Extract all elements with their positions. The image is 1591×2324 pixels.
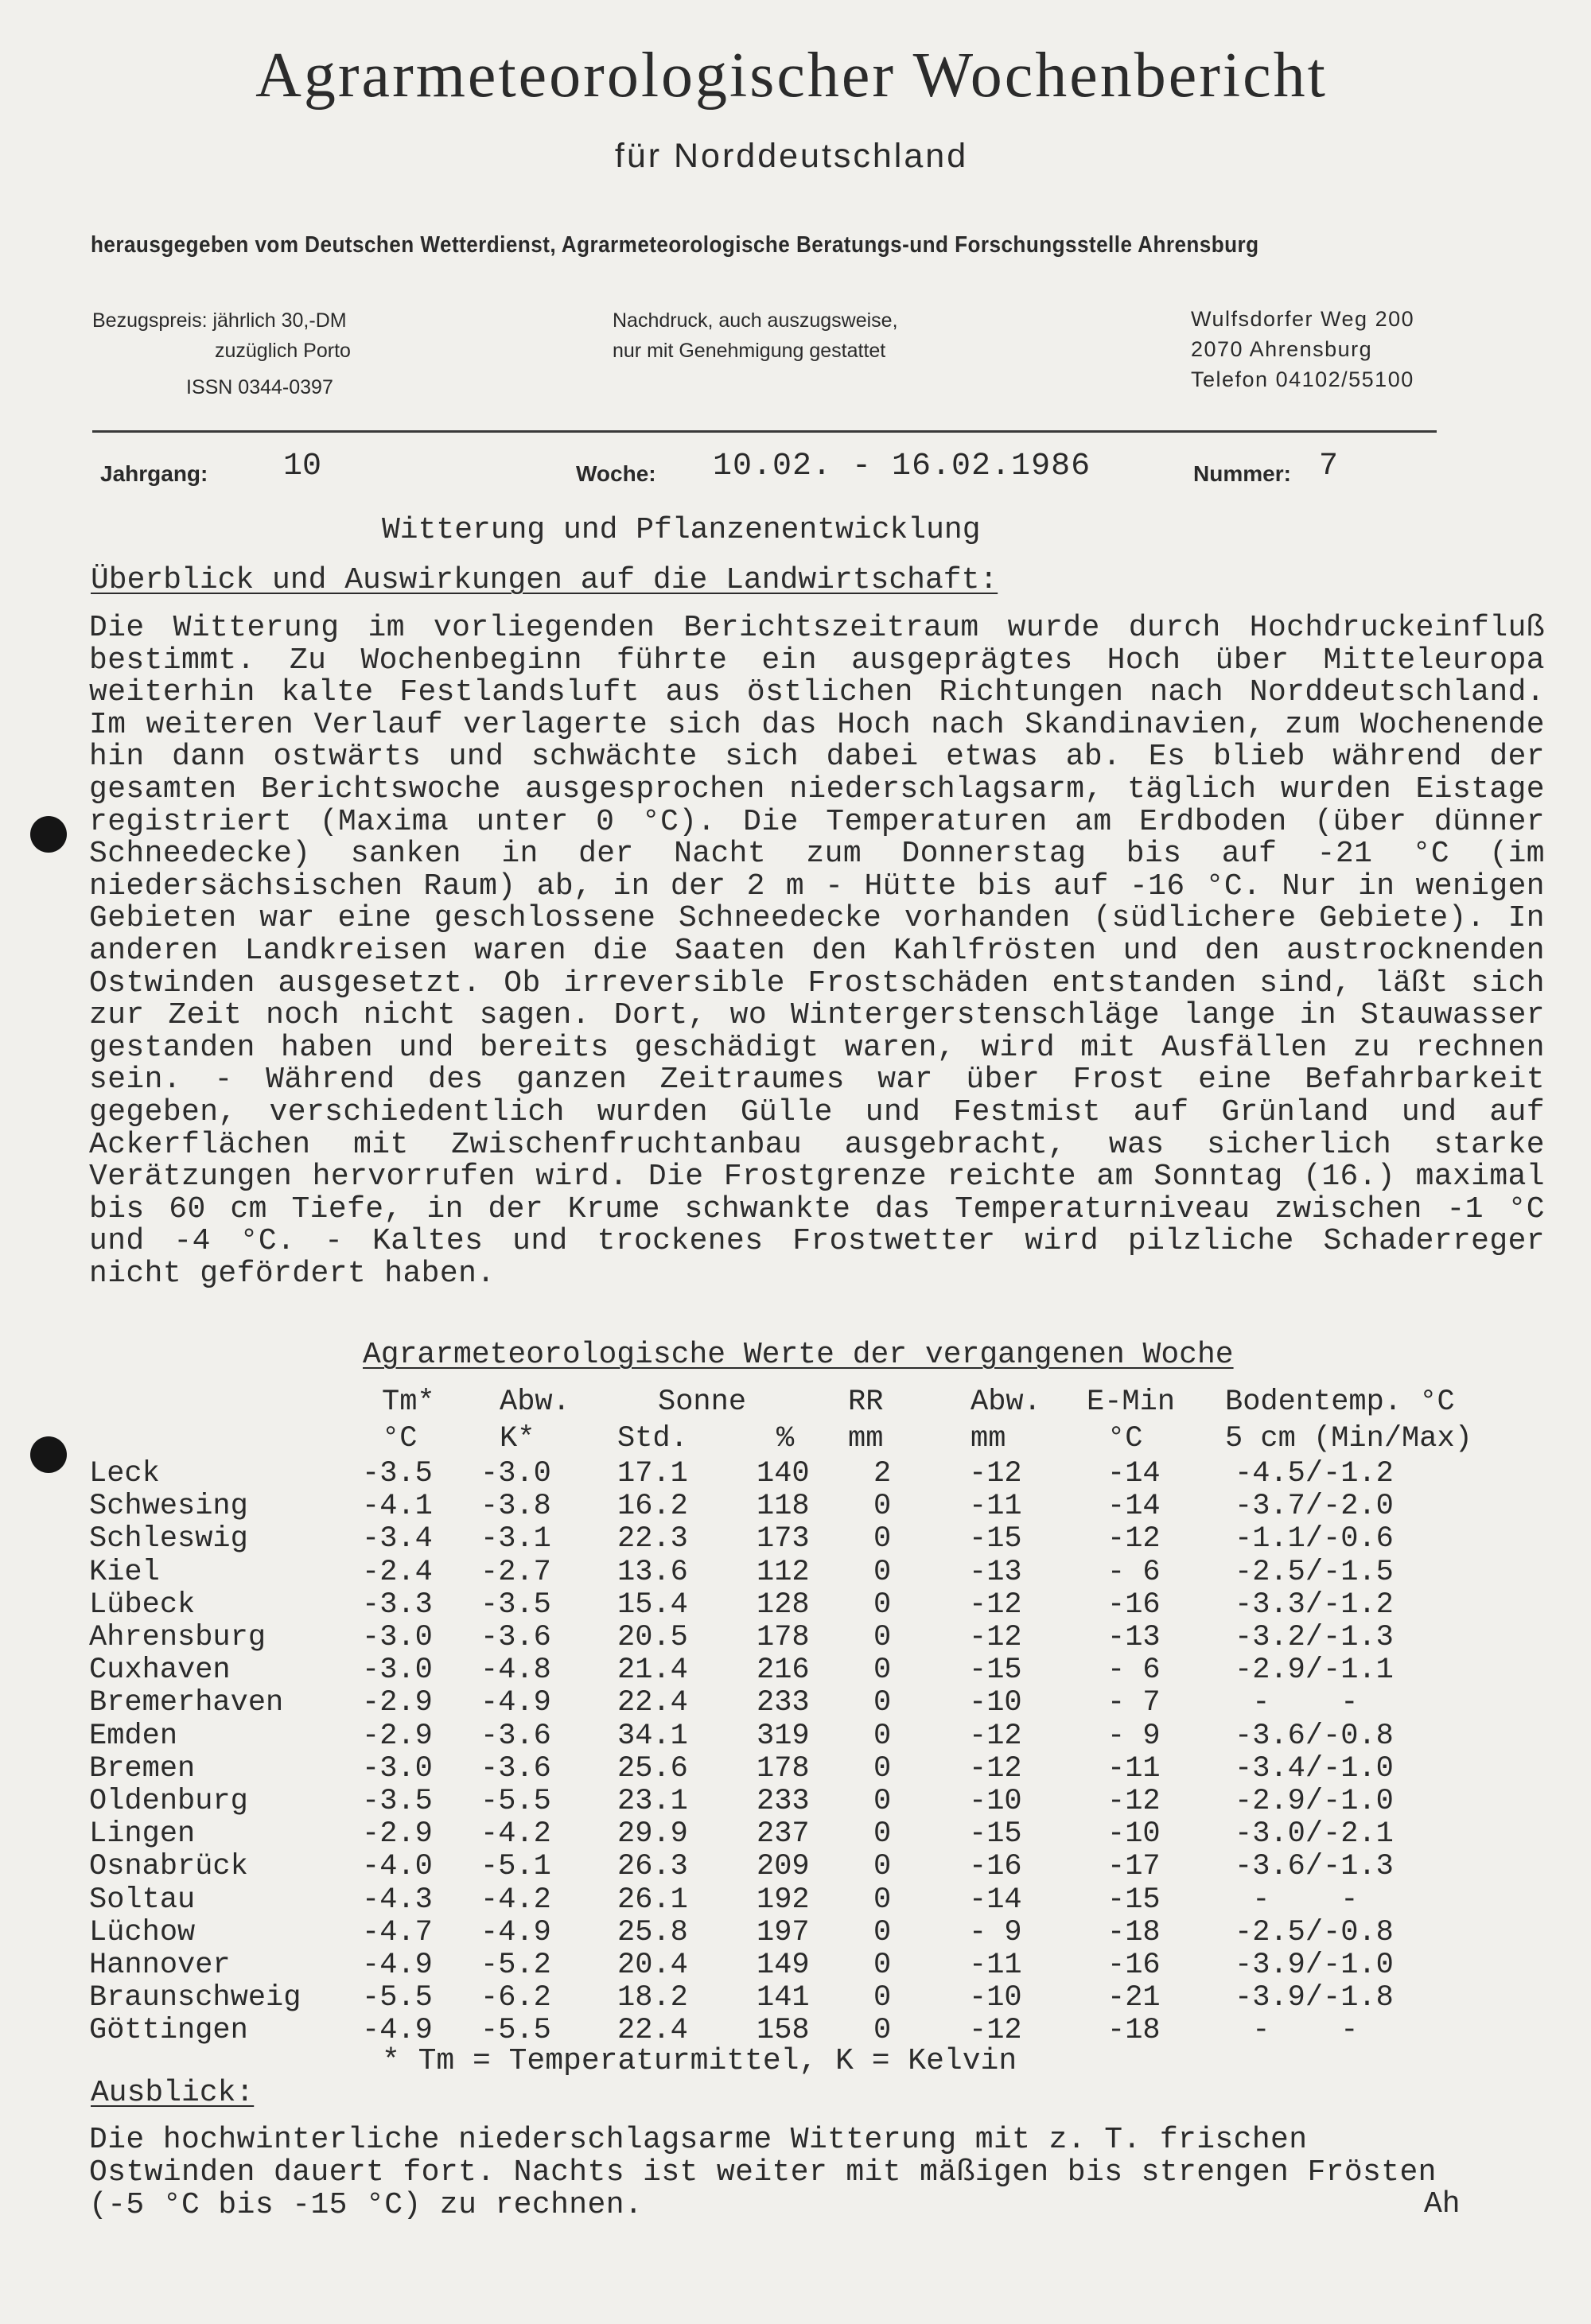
cell-emin: -10 [1107, 1817, 1161, 1852]
cell-std: 25.6 [617, 1751, 688, 1786]
cell-pct: 128 [757, 1588, 810, 1622]
cell-abw-mm: -11 [969, 1490, 1022, 1524]
outlook-text: Die hochwinterliche niederschlagsarme Witterung mit z. T. frischen Ostwinden dauert fort. Nachts ist weiter mit mäßigen bis strengen Frösten (-5 °C bis -15 °C) zu rechnen. [89, 2123, 1437, 2222]
address-street: Wulfsdorfer Weg 200 [1191, 307, 1415, 331]
cell-tm: -2.4 [362, 1555, 433, 1589]
cell-tm: -5.5 [362, 1981, 433, 2015]
cell-bodentemp: -3.4/-1.0 [1235, 1751, 1394, 1786]
cell-rr: 2 [873, 1457, 892, 1490]
cell-abw: -3.5 [480, 1588, 551, 1622]
cell-abw: -3.0 [480, 1457, 551, 1490]
cell-std: 34.1 [617, 1719, 688, 1753]
cell-bodentemp: -2.9/-1.0 [1235, 1785, 1394, 1818]
cell-abw-mm: - 9 [969, 1915, 1022, 1949]
cell-rr: 0 [873, 1915, 892, 1949]
cell-rr: 0 [873, 1949, 892, 1982]
station-name: Soltau [89, 1883, 196, 1917]
cell-tm: -3.0 [362, 1621, 433, 1654]
cell-emin: - 7 [1107, 1686, 1161, 1720]
cell-emin: -18 [1107, 2014, 1161, 2048]
cell-std: 22.3 [617, 1522, 688, 1556]
cell-abw: -5.1 [480, 1850, 551, 1884]
cell-tm: -3.5 [362, 1785, 433, 1818]
cell-pct: 112 [757, 1555, 810, 1589]
cell-std: 22.4 [617, 2014, 688, 2048]
cell-abw-mm: -12 [969, 1621, 1022, 1654]
cell-abw: -2.7 [480, 1555, 551, 1589]
table-title: Agrarmeteorologische Werte der vergangenen Woche [363, 1338, 1234, 1372]
cell-std: 25.8 [617, 1915, 688, 1949]
cell-tm: -3.0 [362, 1751, 433, 1786]
table-row [0, 1588, 1591, 1621]
table-row [0, 1556, 1591, 1588]
cell-abw-mm: -15 [969, 1522, 1022, 1556]
cell-abw-mm: -12 [969, 1588, 1022, 1622]
cell-abw-mm: -10 [969, 1785, 1022, 1818]
station-name: Cuxhaven [89, 1654, 231, 1688]
cell-bodentemp: -2.5/-1.5 [1235, 1555, 1394, 1589]
cell-abw-mm: -15 [969, 1817, 1022, 1852]
cell-tm: -4.3 [362, 1883, 433, 1917]
reprint-notice [613, 305, 898, 366]
cell-pct: 178 [757, 1621, 810, 1654]
station-name: Osnabrück [89, 1850, 248, 1884]
cell-emin: - 9 [1107, 1719, 1161, 1753]
cell-pct: 319 [757, 1719, 810, 1753]
cell-abw: -3.8 [480, 1490, 551, 1524]
cell-std: 21.4 [617, 1654, 688, 1688]
cell-abw-mm: -10 [969, 1686, 1022, 1720]
cell-pct: 141 [757, 1981, 810, 2015]
cell-abw-mm: -11 [969, 1949, 1022, 1982]
cell-bodentemp: -3.3/-1.2 [1235, 1588, 1394, 1622]
price-line: Bezugspreis: jährlich 30,-DM [92, 309, 347, 332]
cell-rr: 0 [873, 1555, 892, 1589]
cell-rr: 0 [873, 1981, 892, 2015]
outlook-heading: Ausblick: [91, 2076, 255, 2110]
table-footnote: * Tm = Temperaturmittel, K = Kelvin [382, 2044, 1017, 2078]
cell-rr: 0 [873, 1588, 892, 1622]
cell-rr: 0 [873, 1785, 892, 1818]
cell-emin: -18 [1107, 1915, 1161, 1949]
overview-text: Die Witterung im vorliegenden Berichtszeitraum wurde durch Hochdruckeinfluß bestimmt. Zu Wochenbeginn führte ein ausgeprägtes Hoch über Mitteleuropa weiterhin kalte Festlandsluft aus östlichen Richtungen nach Norddeutschland. Im weiteren Verlauf verlagerte sich das Hoch nach Skandinavien, zum Wochenende hin dann ostwärts und schwächte sich dabei etwas ab. Es blieb während der gesamten Berichtswoche ausgesprochen niederschlagsarm, täglich wurden Eistage registriert (Maxima unter 0 °C). Die Temperaturen am Erdboden (über dünner Schneedecke) sanken in der Nacht zum Donnerstag bis auf -21 °C (im niedersächsischen Raum) ab, in der 2 m - Hütte bis auf -16 °C. Nur in wenigen Gebieten war eine geschlossene Schneedecke vorhanden (südlichere Gebiete). In anderen Landkreisen waren die Saaten den Kahlfrösten und den austrocknenden Ostwinden ausgesetzt. Ob irreversible Frostschäden entstanden sind, läßt sich zur Zeit noch nicht sagen. Dort, wo Wintergerstenschläge lange in Stauwasser gestanden haben und bereits geschädigt waren, wird mit Ausfällen zu rechnen sein. - Während des ganzen Zeitraumes war über Frost eine Befahrbarkeit gegeben, verschiedentlich wurden Gülle und Festmist auf Grünland und auf Ackerflächen mit Zwischenfruchtanbau ausgebracht, was sicherlich starke Verätzungen hervorrufen wird. Die Frostgrenze reichte am Sonntag (16.) maximal bis 60 cm Tiefe, in der Krume schwankte das Temperaturniveau zwischen -1 °C und -4 °C. - Kaltes und trockenes Frostwetter wird pilzliche Schaderreger nicht gefördert haben. [89, 611, 1545, 1291]
th-rr-unit: mm [848, 1422, 884, 1455]
cell-emin: -17 [1107, 1850, 1161, 1884]
woche [576, 449, 1091, 489]
cell-pct: 233 [757, 1785, 810, 1818]
cell-std: 17.1 [617, 1457, 688, 1490]
station-name: Lübeck [89, 1588, 196, 1622]
cell-abw: -4.2 [480, 1883, 551, 1917]
cell-bodentemp: -3.6/-1.3 [1235, 1850, 1394, 1884]
cell-tm: -3.3 [362, 1588, 433, 1622]
station-name: Oldenburg [89, 1785, 248, 1818]
overview-heading: Überblick und Auswirkungen auf die Landwirtschaft: [91, 563, 998, 597]
cell-tm: -4.1 [362, 1490, 433, 1524]
address-phone: Telefon 04102/55100 [1191, 367, 1414, 391]
cell-tm: -3.0 [362, 1654, 433, 1688]
cell-pct: 209 [757, 1850, 810, 1884]
cell-std: 26.1 [617, 1883, 688, 1917]
station-name: Göttingen [89, 2014, 248, 2048]
cell-bodentemp: -4.5/-1.2 [1235, 1457, 1394, 1490]
cell-emin: -13 [1107, 1621, 1161, 1654]
cell-emin: - 6 [1107, 1654, 1161, 1688]
cell-abw: -5.2 [480, 1949, 551, 1982]
cell-emin: -12 [1107, 1522, 1161, 1556]
cell-emin: -14 [1107, 1490, 1161, 1524]
table-row [0, 1785, 1591, 1817]
station-name: Braunschweig [89, 1981, 301, 2015]
cell-std: 29.9 [617, 1817, 688, 1852]
th-emin: E-Min [1087, 1385, 1176, 1419]
jahrgang-label: Jahrgang: [100, 461, 208, 486]
publisher-line: herausgegeben vom Deutschen Wetterdienst, Agrarmeteorologische Beratungs-und Forschungsstelle Ahrensburg [91, 232, 1259, 258]
cell-std: 18.2 [617, 1981, 688, 2015]
th-tm-unit: °C [382, 1422, 418, 1455]
cell-abw: -6.2 [480, 1981, 551, 2015]
table-row [0, 1522, 1591, 1555]
cell-rr: 0 [873, 1490, 892, 1524]
cell-abw-mm: -15 [969, 1654, 1022, 1688]
cell-abw-mm: -12 [969, 1457, 1022, 1490]
cell-tm: -4.0 [362, 1850, 433, 1884]
cell-emin: -12 [1107, 1785, 1161, 1818]
reprint-line-2: nur mit Genehmigung gestattet [613, 340, 886, 362]
cell-tm: -4.9 [362, 2014, 433, 2048]
station-name: Bremen [89, 1751, 196, 1786]
cell-tm: -4.7 [362, 1915, 433, 1949]
woche-label: Woche: [576, 461, 656, 486]
cell-rr: 0 [873, 1883, 892, 1917]
nummer [1193, 449, 1339, 489]
station-name: Kiel [89, 1555, 160, 1589]
cell-tm: -2.9 [362, 1719, 433, 1753]
table-row [0, 1981, 1591, 2014]
cell-std: 22.4 [617, 1686, 688, 1720]
cell-bodentemp: -3.9/-1.8 [1235, 1981, 1394, 2015]
cell-rr: 0 [873, 1850, 892, 1884]
cell-bodentemp: - - [1235, 1686, 1359, 1720]
cell-emin: - 6 [1107, 1555, 1161, 1589]
cell-abw: -4.8 [480, 1654, 551, 1688]
cell-bodentemp: -3.0/-2.1 [1235, 1817, 1394, 1852]
cell-abw: -3.6 [480, 1751, 551, 1786]
cell-rr: 0 [873, 1751, 892, 1786]
cell-tm: -4.9 [362, 1949, 433, 1982]
th-std: Std. [617, 1422, 688, 1455]
cell-bodentemp: -2.9/-1.1 [1235, 1654, 1394, 1688]
th-abw-unit: K* [500, 1422, 535, 1455]
cell-tm: -2.9 [362, 1686, 433, 1720]
table-row [0, 1621, 1591, 1654]
cell-pct: 173 [757, 1522, 810, 1556]
cell-bodentemp: -3.7/-2.0 [1235, 1490, 1394, 1524]
table-row [0, 1949, 1591, 1981]
cell-pct: 149 [757, 1949, 810, 1982]
station-name: Hannover [89, 1949, 231, 1982]
station-name: Ahrensburg [89, 1621, 266, 1654]
report-title: Agrarmeteorologischer Wochenbericht [255, 41, 1328, 111]
cell-abw-mm: -12 [969, 2014, 1022, 2048]
th-bodentemp-unit: 5 cm (Min/Max) [1225, 1422, 1472, 1455]
th-pct: % [776, 1422, 795, 1455]
cell-std: 26.3 [617, 1850, 688, 1884]
section-title: Witterung und Pflanzenentwicklung [382, 513, 981, 547]
cell-pct: 233 [757, 1686, 810, 1720]
header-divider [92, 430, 1437, 433]
cell-abw: -5.5 [480, 2014, 551, 2048]
table-row [0, 1490, 1591, 1522]
th-abw-mm: Abw. [971, 1385, 1041, 1419]
cell-pct: 140 [757, 1457, 810, 1490]
cell-emin: -16 [1107, 1949, 1161, 1982]
cell-pct: 158 [757, 2014, 810, 2048]
table-row [0, 2014, 1591, 2046]
station-name: Bremerhaven [89, 1686, 284, 1720]
cell-emin: -11 [1107, 1751, 1161, 1786]
cell-std: 20.5 [617, 1621, 688, 1654]
cell-abw: -4.9 [480, 1915, 551, 1949]
punch-hole-icon [30, 1436, 67, 1473]
table-row [0, 1654, 1591, 1686]
cell-pct: 118 [757, 1490, 810, 1524]
address-city: 2070 Ahrensburg [1191, 337, 1373, 361]
cell-abw-mm: -10 [969, 1981, 1022, 2015]
cell-emin: -15 [1107, 1883, 1161, 1917]
station-name: Schleswig [89, 1522, 248, 1556]
nummer-value: 7 [1319, 449, 1339, 484]
table-row [0, 1883, 1591, 1916]
cell-rr: 0 [873, 1621, 892, 1654]
station-name: Leck [89, 1457, 160, 1490]
station-name: Schwesing [89, 1490, 248, 1524]
cell-emin: -21 [1107, 1981, 1161, 2015]
address-block [1191, 304, 1414, 394]
jahrgang [100, 449, 322, 489]
table-row [0, 1817, 1591, 1850]
th-bodentemp: Bodentemp. °C [1225, 1385, 1455, 1419]
woche-value: 10.02. - 16.02.1986 [713, 449, 1091, 484]
table-row [0, 1686, 1591, 1719]
station-name: Lingen [89, 1817, 196, 1852]
cell-abw: -4.9 [480, 1686, 551, 1720]
subscription-info [92, 305, 351, 402]
cell-abw: -5.5 [480, 1785, 551, 1818]
cell-pct: 178 [757, 1751, 810, 1786]
cell-std: 16.2 [617, 1490, 688, 1524]
cell-rr: 0 [873, 1719, 892, 1753]
reprint-line-1: Nachdruck, auch auszugsweise, [613, 309, 898, 332]
jahrgang-value: 10 [283, 449, 322, 484]
cell-abw-mm: -16 [969, 1850, 1022, 1884]
cell-pct: 197 [757, 1915, 810, 1949]
cell-rr: 0 [873, 1522, 892, 1556]
cell-bodentemp: - - [1235, 2014, 1359, 2048]
th-abw-mm-unit: mm [971, 1422, 1006, 1455]
station-name: Emden [89, 1719, 178, 1753]
cell-rr: 0 [873, 1686, 892, 1720]
cell-pct: 216 [757, 1654, 810, 1688]
cell-pct: 192 [757, 1883, 810, 1917]
cell-tm: -2.9 [362, 1817, 433, 1852]
cell-std: 23.1 [617, 1785, 688, 1818]
th-emin-unit: °C [1107, 1422, 1143, 1455]
cell-abw: -3.6 [480, 1719, 551, 1753]
table-row [0, 1457, 1591, 1490]
cell-abw: -3.1 [480, 1522, 551, 1556]
th-sonne: Sonne [658, 1385, 747, 1419]
table-row [0, 1752, 1591, 1785]
cell-std: 15.4 [617, 1588, 688, 1622]
cell-pct: 237 [757, 1817, 810, 1852]
issn: ISSN 0344-0397 [186, 376, 333, 398]
punch-hole-icon [30, 816, 67, 853]
th-tm: Tm* [382, 1385, 435, 1419]
cell-bodentemp: - - [1235, 1883, 1359, 1917]
cell-emin: -14 [1107, 1457, 1161, 1490]
cell-bodentemp: -3.2/-1.3 [1235, 1621, 1394, 1654]
th-abw: Abw. [500, 1385, 570, 1419]
report-subtitle: für Norddeutschland [614, 137, 969, 175]
cell-abw-mm: -12 [969, 1719, 1022, 1753]
table-row [0, 1916, 1591, 1949]
cell-abw: -4.2 [480, 1817, 551, 1852]
postage-line: zuzüglich Porto [215, 340, 351, 362]
table-row [0, 1850, 1591, 1883]
cell-bodentemp: -3.6/-0.8 [1235, 1719, 1394, 1753]
cell-abw: -3.6 [480, 1621, 551, 1654]
cell-rr: 0 [873, 2014, 892, 2048]
station-name: Lüchow [89, 1915, 196, 1949]
cell-abw-mm: -14 [969, 1883, 1022, 1917]
cell-std: 20.4 [617, 1949, 688, 1982]
nummer-label: Nummer: [1193, 461, 1291, 486]
cell-abw-mm: -13 [969, 1555, 1022, 1589]
cell-tm: -3.5 [362, 1457, 433, 1490]
cell-rr: 0 [873, 1817, 892, 1852]
cell-bodentemp: -3.9/-1.0 [1235, 1949, 1394, 1982]
cell-emin: -16 [1107, 1588, 1161, 1622]
cell-abw-mm: -12 [969, 1751, 1022, 1786]
cell-bodentemp: -2.5/-0.8 [1235, 1915, 1394, 1949]
table-row [0, 1720, 1591, 1752]
cell-std: 13.6 [617, 1555, 688, 1589]
cell-bodentemp: -1.1/-0.6 [1235, 1522, 1394, 1556]
author-initials: Ah [1424, 2187, 1461, 2221]
cell-tm: -3.4 [362, 1522, 433, 1556]
th-rr: RR [848, 1385, 884, 1419]
cell-rr: 0 [873, 1654, 892, 1688]
